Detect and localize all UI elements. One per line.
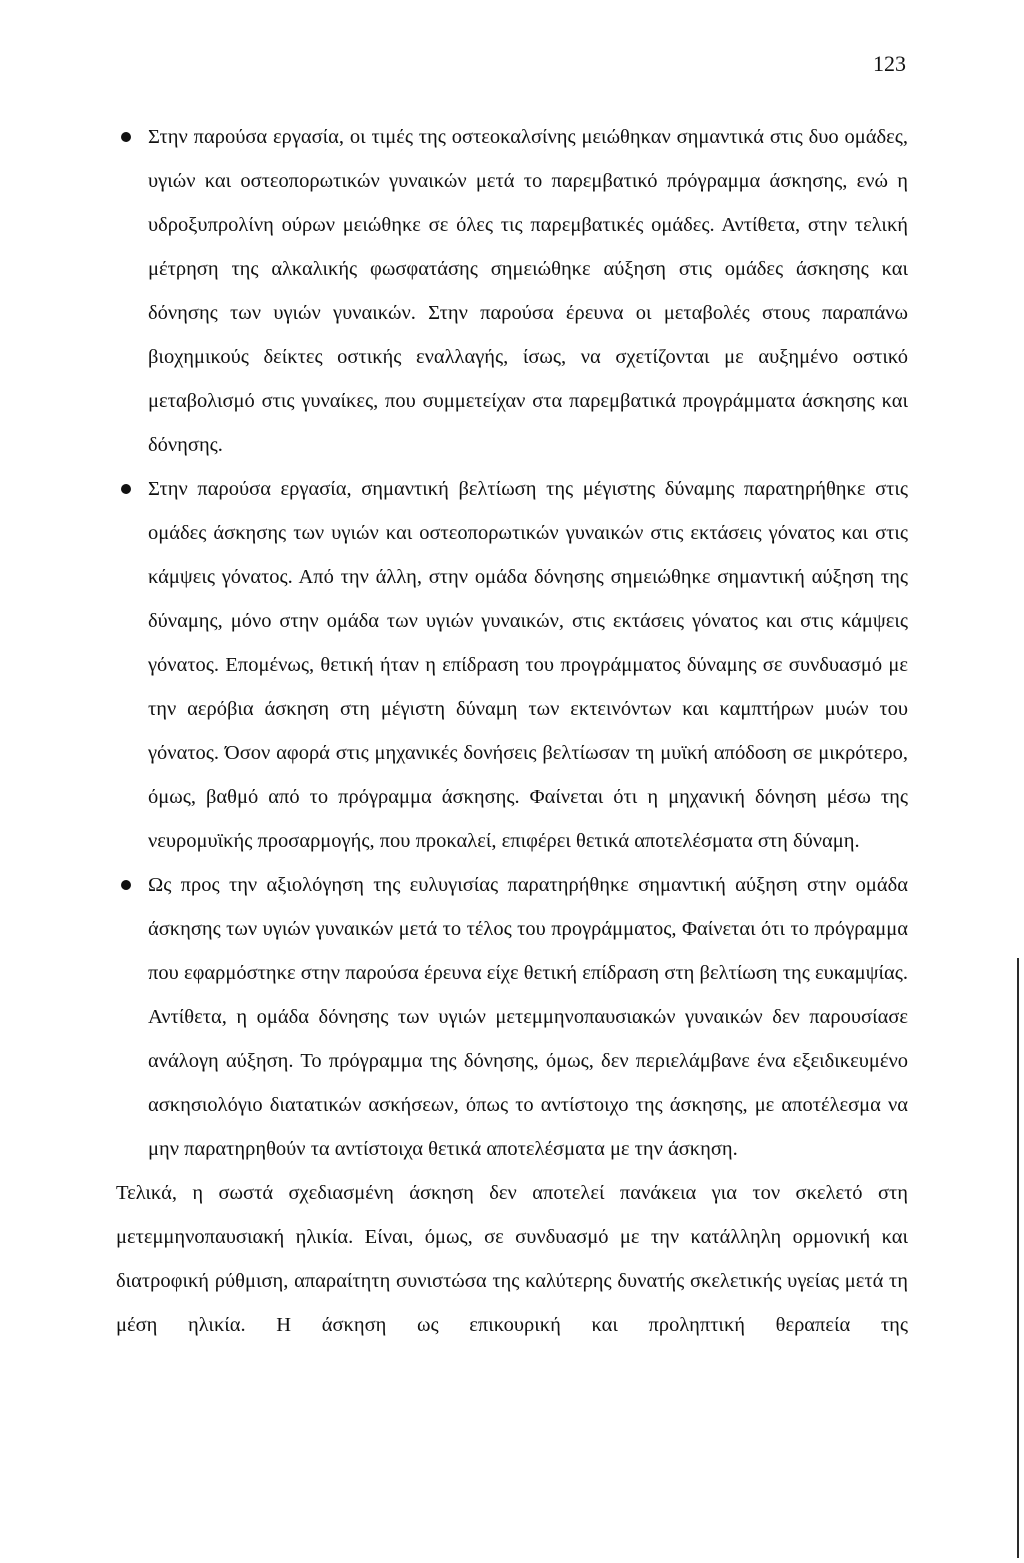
bullet-icon [121,484,131,494]
list-item [116,467,908,863]
list-item [116,863,908,1171]
closing-paragraph: Τελικά, η σωστά σχεδιασμένη άσκηση δεν αποτελεί πανάκεια για τον σκελετό στη μετεμμηνοπαυσιακή ηλικία. Είναι, όμως, σε συνδυασμό με την κατάλληλη ορμονική και διατροφική ρύθμιση, απαραίτητη συνιστώσα της καλύτερης δυνατής σκελετικής υγείας μετά τη μέση ηλικία. Η άσκηση ως επικουρική και προληπτική θεραπεία της [116,1182,908,1336]
bullet-icon [121,880,131,890]
bullet-text: Στην παρούσα εργασία, οι τιμές της οστεοκαλσίνης μειώθηκαν σημαντικά στις δυο ομάδες, υγιών και οστεοπορωτικών γυναικών μετά το παρεμβατικό πρόγραμμα άσκησης, ενώ η υδροξυπρολίνη ούρων μειώθηκε σε όλες τις παρεμβατικές ομάδες. Αντίθετα, στην τελική μέτρηση της αλκαλικής φωσφατάσης σημειώθηκε αύξηση στις ομάδες άσκησης και δόνησης των υγιών γυναικών. Στην παρούσα έρευνα οι μεταβολές στους παραπάνω βιοχημικούς δείκτες οστικής εναλλαγής, ίσως, να σχετίζονται με αυξημένο οστικό μεταβολισμό στις γυναίκες, που συμμετείχαν στα παρεμβατικά προγράμματα άσκησης και δόνησης. [148,126,908,456]
page-body [116,115,908,1347]
bullet-icon [121,132,131,142]
bullet-text: Ως προς την αξιολόγηση της ευλυγισίας παρατηρήθηκε σημαντική αύξηση στην ομάδα άσκησης των υγιών γυναικών μετά το τέλος του προγράμματος, Φαίνεται ότι το πρόγραμμα που εφαρμόστηκε στην παρούσα έρευνα είχε θετική επίδραση στη βελτίωση της ευκαμψίας. Αντίθετα, η ομάδα δόνησης των υγιών μετεμμηνοπαυσιακών γυναικών δεν παρουσίασε ανάλογη αύξηση. Το πρόγραμμα της δόνησης, όμως, δεν περιελάμβανε ένα εξειδικευμένο ασκησιολόγιο διατατικών ασκήσεων, όπως το αντίστοιχο της άσκησης, με αποτέλεσμα να μην παρατηρηθούν τα αντίστοιχα θετικά αποτελέσματα με την άσκηση. [148,874,908,1160]
bullet-text: Στην παρούσα εργασία, σημαντική βελτίωση της μέγιστης δύναμης παρατηρήθηκε στις ομάδες άσκησης των υγιών και οστεοπορωτικών γυναικών στις εκτάσεις γόνατος και στις κάμψεις γόνατος. Από την άλλη, στην ομάδα δόνησης σημειώθηκε σημαντική αύξηση της δύναμης, μόνο στην ομάδα των υγιών γυναικών, στις εκτάσεις γόνατος και στις κάμψεις γόνατος. Επομένως, θετική ήταν η επίδραση του προγράμματος δύναμης σε συνδυασμό με την αερόβια άσκηση στη μέγιστη δύναμη των εκτεινόντων και καμπτήρων μυών του γόνατος. Όσον αφορά στις μηχανικές δονήσεις βελτίωσαν τη μυϊκή απόδοση σε μικρότερο, όμως, βαθμό από το πρόγραμμα άσκησης. Φαίνεται ότι η μηχανική δόνηση μέσω της νευρομυϊκής προσαρμογής, που προκαλεί, επιφέρει θετικά αποτελέσματα στη δύναμη. [148,478,908,852]
scan-margin-line [1017,958,1019,1558]
page-number: 123 [873,51,906,76]
findings-list [116,115,908,1171]
list-item [116,115,908,467]
